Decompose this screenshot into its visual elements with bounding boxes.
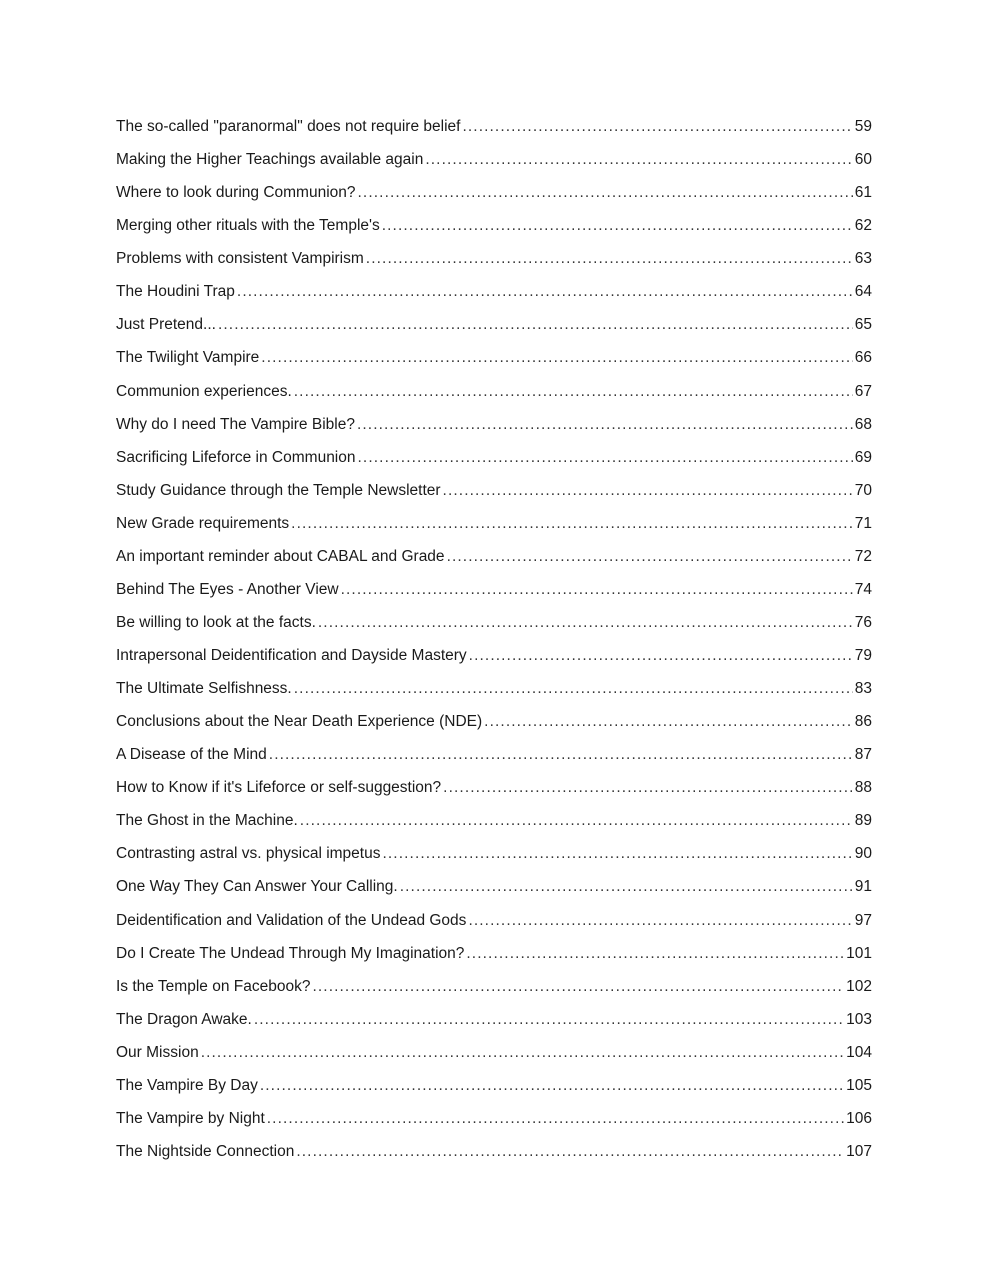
dot-leader	[318, 608, 853, 638]
toc-entry-title: One Way They Can Answer Your Calling.	[116, 878, 398, 896]
toc-entry-page-number: 69	[854, 448, 872, 466]
dot-leader	[294, 377, 853, 407]
toc-entry[interactable]	[116, 839, 872, 872]
toc-entry-title: The Twilight Vampire	[116, 349, 260, 367]
toc-entry-title: Be willing to look at the facts.	[116, 613, 316, 631]
toc-entry[interactable]	[116, 773, 872, 806]
toc-entry-title: Making the Higher Teachings available again	[116, 151, 424, 169]
toc-entry-page-number: 104	[846, 1043, 872, 1061]
dot-leader	[300, 806, 853, 836]
dot-leader	[260, 1071, 844, 1101]
toc-entry-title: Communion experiences.	[116, 382, 292, 400]
dot-leader	[218, 310, 853, 340]
dot-leader	[443, 773, 853, 803]
dot-leader	[382, 211, 853, 241]
toc-entry-page-number: 88	[854, 779, 872, 797]
toc-entry-page-number: 67	[854, 382, 872, 400]
dot-leader	[291, 509, 853, 539]
toc-entry[interactable]	[116, 1038, 872, 1071]
toc-entry-title: The Nightside Connection	[116, 1142, 295, 1160]
toc-entry[interactable]	[116, 674, 872, 707]
dot-leader	[267, 1104, 844, 1134]
toc-entry[interactable]	[116, 939, 872, 972]
dot-leader	[357, 410, 853, 440]
dot-leader	[254, 1005, 844, 1035]
toc-entry[interactable]	[116, 112, 872, 145]
toc-entry-title: The Houdini Trap	[116, 283, 235, 301]
toc-entry-page-number: 71	[854, 514, 872, 532]
toc-entry-title: The so-called "paranormal" does not require belief	[116, 118, 461, 135]
toc-entry-title: Our Mission	[116, 1043, 199, 1061]
toc-entry[interactable]	[116, 972, 872, 1005]
toc-entry[interactable]	[116, 211, 872, 244]
toc-entry[interactable]	[116, 906, 872, 939]
toc-entry-title: Just Pretend...	[116, 316, 216, 334]
dot-leader	[366, 244, 853, 274]
toc-entry-page-number: 102	[846, 977, 872, 995]
toc-entry-page-number: 64	[854, 283, 872, 301]
toc-entry-page-number: 70	[854, 481, 872, 499]
toc-entry[interactable]	[116, 145, 872, 178]
toc-entry-page-number: 68	[854, 415, 872, 433]
dot-leader	[400, 872, 853, 902]
toc-entry-page-number: 87	[854, 746, 872, 764]
toc-entry-page-number: 79	[854, 647, 872, 664]
dot-leader	[466, 939, 844, 969]
toc-entry-page-number: 105	[846, 1076, 872, 1094]
toc-entry-title: Do I Create The Undead Through My Imagination?	[116, 944, 465, 962]
toc-entry-page-number: 97	[854, 911, 872, 929]
toc-entry-title: Problems with consistent Vampirism	[116, 250, 364, 268]
toc-entry-title: Contrasting astral vs. physical impetus	[116, 845, 381, 863]
toc-entry-page-number: 72	[854, 547, 872, 565]
toc-entry-page-number: 103	[846, 1010, 872, 1028]
toc-entry-page-number: 90	[854, 845, 872, 863]
dot-leader	[469, 641, 853, 671]
toc-entry[interactable]	[116, 178, 872, 211]
toc-entry[interactable]	[116, 641, 872, 674]
toc-entry-page-number: 60	[854, 151, 872, 169]
toc-entry-page-number: 62	[854, 217, 872, 235]
toc-entry[interactable]	[116, 410, 872, 443]
toc-entry[interactable]	[116, 806, 872, 839]
toc-entry[interactable]	[116, 740, 872, 773]
dot-leader	[484, 707, 853, 737]
toc-entry-title: Study Guidance through the Temple Newsletter	[116, 481, 441, 499]
toc-entry[interactable]	[116, 575, 872, 608]
dot-leader	[261, 343, 852, 373]
toc-entry-title: Merging other rituals with the Temple's	[116, 217, 380, 235]
dot-leader	[425, 145, 852, 175]
toc-entry-page-number: 101	[846, 944, 872, 962]
toc-entry[interactable]	[116, 244, 872, 277]
dot-leader	[358, 443, 853, 473]
dot-leader	[312, 972, 844, 1002]
toc-entry[interactable]	[116, 343, 872, 376]
toc-entry-page-number: 63	[854, 250, 872, 268]
dot-leader	[296, 1137, 844, 1167]
toc-entry-title: Is the Temple on Facebook?	[116, 977, 311, 995]
toc-entry[interactable]	[116, 1137, 872, 1170]
dot-leader	[382, 839, 852, 869]
toc-entry[interactable]	[116, 1104, 872, 1137]
dot-leader	[237, 277, 853, 307]
toc-entry[interactable]	[116, 377, 872, 410]
toc-entry[interactable]	[116, 608, 872, 641]
toc-entry-title: Deidentification and Validation of the Undead Gods	[116, 911, 467, 929]
toc-entry-page-number: 89	[854, 812, 872, 830]
dot-leader	[269, 740, 853, 770]
toc-entry-page-number: 74	[854, 580, 872, 598]
toc-entry[interactable]	[116, 707, 872, 740]
toc-entry-title: The Ultimate Selfishness.	[116, 680, 292, 698]
toc-entry-page-number: 107	[846, 1142, 872, 1160]
toc-entry-title: A Disease of the Mind	[116, 746, 267, 764]
toc-entry-title: The Ghost in the Machine.	[116, 812, 298, 830]
dot-leader	[341, 575, 853, 605]
toc-entry-title: Sacrificing Lifeforce in Communion	[116, 448, 356, 466]
dot-leader	[294, 674, 853, 704]
dot-leader	[358, 178, 853, 208]
toc-entry[interactable]	[116, 542, 872, 575]
toc-entry[interactable]	[116, 277, 872, 310]
dot-leader	[447, 542, 853, 572]
dot-leader	[201, 1038, 844, 1068]
dot-leader	[468, 906, 852, 936]
toc-entry-title: New Grade requirements	[116, 514, 290, 532]
toc-entry-title: The Vampire by Night	[116, 1109, 265, 1127]
toc-entry-page-number: 59	[854, 118, 872, 135]
toc-entry[interactable]	[116, 476, 872, 509]
toc-entry[interactable]	[116, 443, 872, 476]
toc-entry-title: An important reminder about CABAL and Grade	[116, 547, 445, 565]
toc-entry-title: Conclusions about the Near Death Experience (NDE)	[116, 713, 483, 731]
toc-entry[interactable]	[116, 872, 872, 905]
toc-entry-page-number: 65	[854, 316, 872, 334]
toc-entry[interactable]	[116, 310, 872, 343]
toc-entry-title: Intrapersonal Deidentification and Dayside Mastery	[116, 647, 467, 664]
toc-entry-page-number: 91	[854, 878, 872, 896]
toc-entry[interactable]	[116, 1071, 872, 1104]
table-of-contents	[116, 112, 872, 1170]
toc-entry-page-number: 86	[854, 713, 872, 731]
toc-entry-title: How to Know if it's Lifeforce or self-suggestion?	[116, 779, 442, 797]
toc-entry-title: The Dragon Awake.	[116, 1010, 252, 1028]
toc-entry-page-number: 61	[854, 184, 872, 202]
toc-entry-page-number: 76	[854, 613, 872, 631]
toc-entry-page-number: 106	[846, 1109, 872, 1127]
toc-entry-title: Behind The Eyes - Another View	[116, 580, 339, 598]
toc-entry-page-number: 83	[854, 680, 872, 698]
toc-entry-title: Why do I need The Vampire Bible?	[116, 415, 355, 433]
dot-leader	[443, 476, 853, 506]
toc-entry[interactable]	[116, 1005, 872, 1038]
toc-entry-page-number: 66	[854, 349, 872, 367]
toc-entry[interactable]	[116, 509, 872, 542]
toc-entry-title: Where to look during Communion?	[116, 184, 356, 202]
dot-leader	[462, 112, 852, 142]
toc-entry-title: The Vampire By Day	[116, 1076, 258, 1094]
